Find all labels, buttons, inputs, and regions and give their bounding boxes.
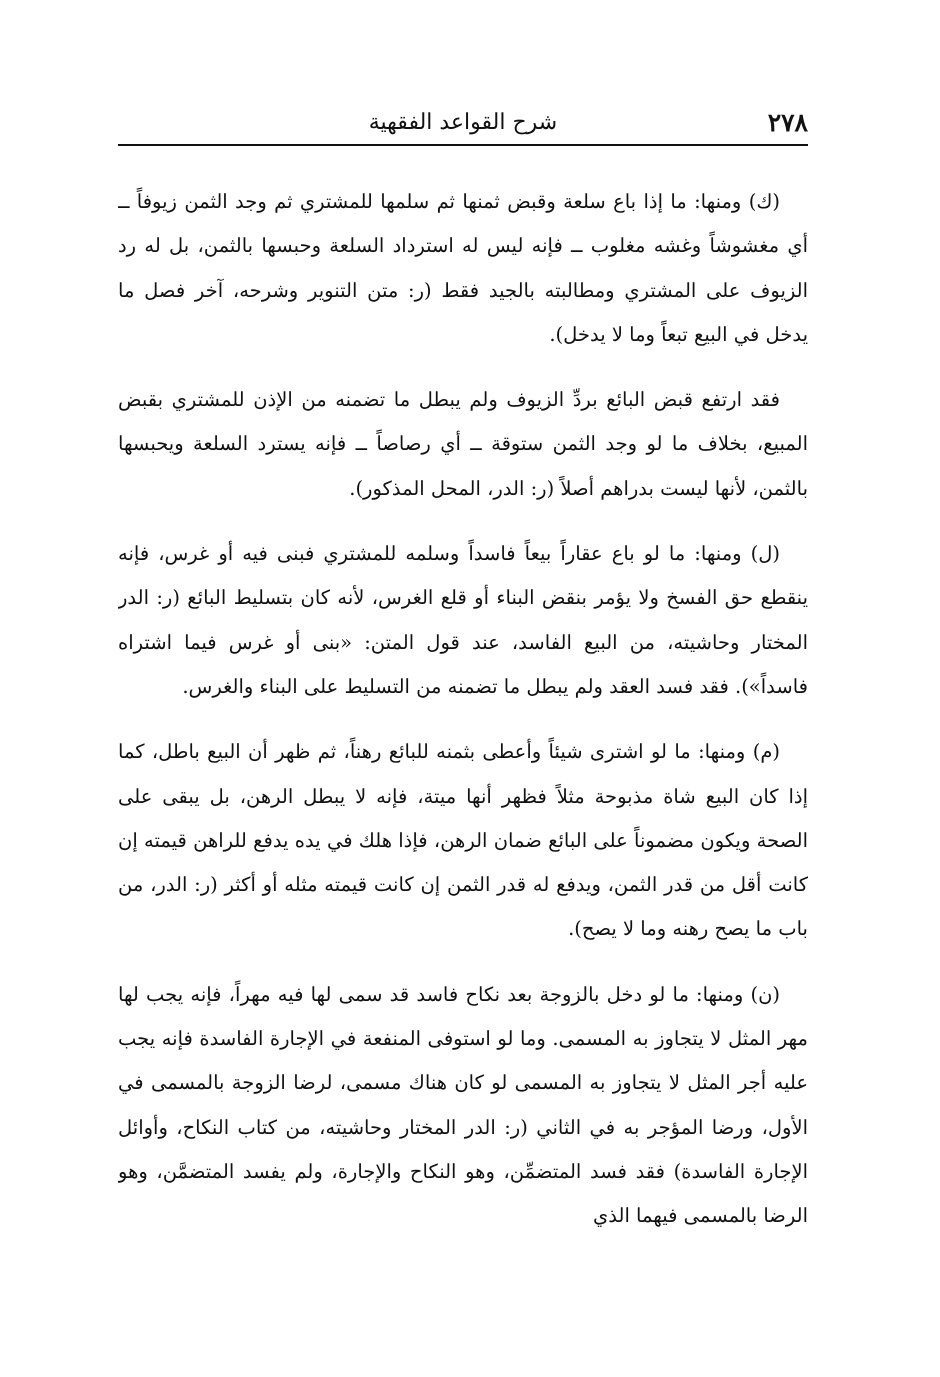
book-page [118, 100, 808, 1360]
paragraph-kaf: (ك) ومنها: ما إذا باع سلعة وقبض ثمنها ثم سلمها للمشتري ثم وجد الثمن زيوفاً ــ أي مغشوشاً وغشه مغلوب ــ فإنه ليس له استرداد السلعة وحبسها بالثمن، بل له رد الزيوف على المشتري ومطالبته بالجيد فقط (ر: متن التنوير وشرحه، آخر فصل ما يدخل في البيع تبعاً وما لا يدخل). [118, 190, 808, 346]
paragraph-lam: (ل) ومنها: ما لو باع عقاراً بيعاً فاسداً وسلمه للمشتري فبنى فيه أو غرس، فإنه ينقطع حق الفسخ ولا يؤمر بنقض البناء أو قلع الغرس، لأنه كان بتسليط البائع (ر: الدر المختار وحاشيته، من البيع الفاسد، عند قول المتن: «بنى أو غرس فيما اشتراه فاسداً»). فقد فسد العقد ولم يبطل ما تضمنه من التسليط على البناء والغرس. [118, 542, 808, 698]
paragraph-commentary: فقد ارتفع قبض البائع بردِّ الزيوف ولم يبطل ما تضمنه من الإذن للمشتري بقبض المبيع، بخلاف ما لو وجد الثمن ستوقة ــ أي رصاصاً ــ فإنه يسترد السلعة ويحبسها بالثمن، لأنها ليست بدراهم أصلاً (ر: الدر، المحل المذكور). [118, 388, 808, 500]
body-text [118, 180, 808, 1239]
running-title: شرح القواعد الفقهية [368, 110, 558, 135]
page-number: ٢٧٨ [767, 108, 808, 137]
paragraph-nun: (ن) ومنها: ما لو دخل بالزوجة بعد نكاح فاسد قد سمى لها فيه مهراً، فإنه يجب لها مهر المثل لا يتجاوز به المسمى. وما لو استوفى المنفعة في الإجارة الفاسدة فإنه يجب عليه أجر المثل لا يتجاوز به المسمى لو كان هناك مسمى، لرضا الزوجة بالمسمى في الأول، ورضا المؤجر به في الثاني (ر: الدر المختار وحاشيته، من كتاب النكاح، وأوائل الإجارة الفاسدة) فقد فسد المتضمِّن، وهو النكاح والإجارة، ولم يفسد المتضمَّن، وهو الرضا بالمسمى فيهما الذي [118, 982, 808, 1228]
page-header [118, 100, 808, 146]
paragraph-mim: (م) ومنها: ما لو اشترى شيئاً وأعطى بثمنه للبائع رهناً، ثم ظهر أن البيع باطل، كما إذا كان البيع شاة مذبوحة مثلاً فظهر أنها ميتة، فإنه لا يبطل الرهن، بل يبقى على الصحة ويكون مضموناً على البائع ضمان الرهن، فإذا هلك في يده يدفع للراهن قيمته إن كانت أقل من قدر الثمن، ويدفع له قدر الثمن إن كانت قيمته مثله أو أكثر (ر: الدر، من باب ما يصح رهنه وما لا يصح). [118, 740, 808, 941]
